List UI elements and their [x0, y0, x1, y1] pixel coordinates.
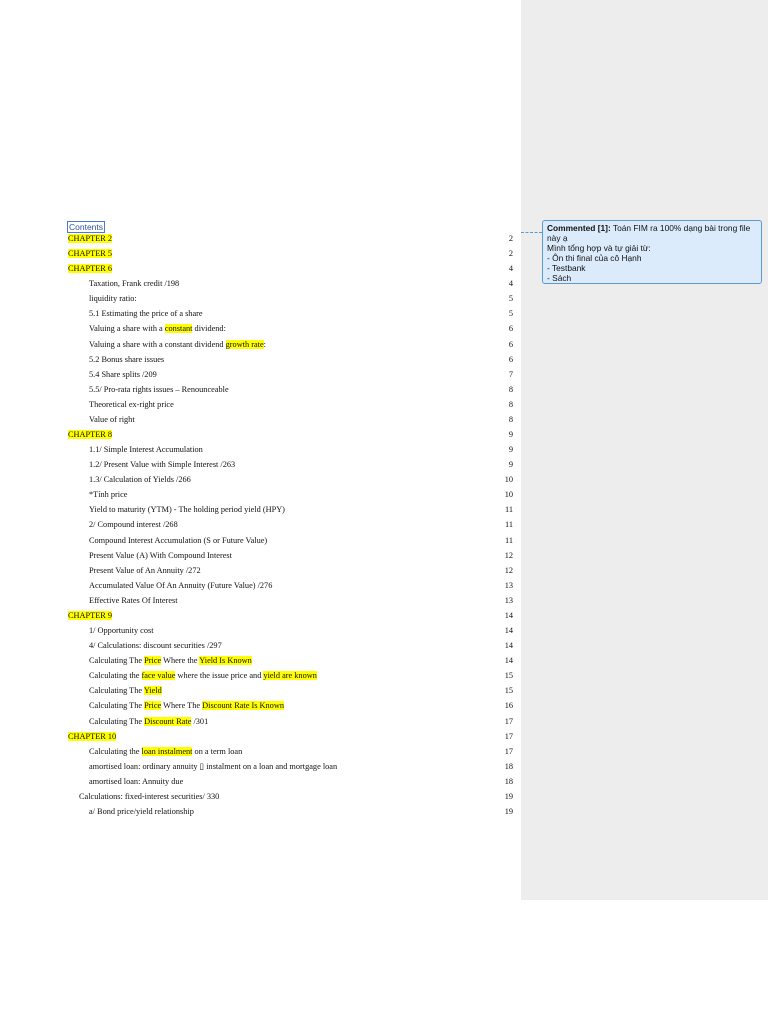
toc-entry-title [89, 306, 203, 321]
text-segment: *Tính price [89, 490, 128, 500]
text-segment: Calculating the [89, 746, 142, 756]
toc-entry[interactable] [0, 487, 521, 502]
toc-entry-title [89, 698, 284, 713]
toc-entry[interactable] [0, 502, 521, 517]
toc-page-number: 13 [504, 580, 513, 590]
toc-page-number: 14 [504, 610, 513, 620]
highlighted-text: Discount Rate Is Known [202, 701, 284, 711]
toc-entry[interactable] [0, 653, 521, 668]
toc-entry-title [89, 337, 266, 352]
toc-entry[interactable] [0, 276, 521, 291]
toc-entry-title [89, 638, 222, 653]
text-segment: Where the [161, 656, 200, 666]
toc-entry-title [68, 246, 112, 261]
toc-entry-title [89, 472, 191, 487]
text-segment: 1.2/ Present Value with Simple Interest /263 [89, 460, 236, 470]
highlighted-text: growth rate [225, 339, 264, 349]
comment-connector [521, 232, 542, 233]
toc-entry[interactable] [0, 638, 521, 653]
toc-entry[interactable] [0, 352, 521, 367]
toc-entry-title [89, 548, 232, 563]
toc-page-number: 16 [504, 701, 513, 711]
toc-page-number: 14 [504, 656, 513, 666]
toc-page-number: 9 [508, 460, 513, 470]
text-segment: 2/ Compound interest /268 [89, 520, 178, 530]
toc-entry-title [89, 367, 157, 382]
toc-entry[interactable] [0, 442, 521, 457]
highlighted-text: face value [141, 671, 176, 681]
text-segment: where the issue price and [175, 671, 264, 681]
toc-entry[interactable] [0, 261, 521, 276]
toc-entry-title [79, 789, 219, 804]
highlighted-text: CHAPTER 9 [68, 610, 113, 620]
toc-entry-title [89, 653, 252, 668]
toc-entry-title [89, 759, 337, 774]
toc-page-number: 19 [504, 791, 513, 801]
toc-page-number: 6 [508, 324, 513, 334]
text-segment: Theoretical ex-right price [89, 399, 174, 409]
toc-entry-title [89, 352, 164, 367]
toc-entry-title [68, 608, 112, 623]
text-segment: amortised loan: ordinary annuity ▯ instalment on a loan and mortgage loan [89, 761, 338, 771]
text-segment: liquidity ratio: [89, 294, 137, 304]
comment-line: Mình tổng hợp và tự giải từ: [547, 243, 651, 253]
toc-entry[interactable] [0, 608, 521, 623]
toc-page-number: 6 [508, 354, 513, 364]
toc-page-number: 12 [504, 550, 513, 560]
toc-entry[interactable] [0, 578, 521, 593]
toc-entry-title [89, 533, 267, 548]
toc-entry[interactable] [0, 804, 521, 819]
toc-entry[interactable] [0, 668, 521, 683]
toc-entry[interactable] [0, 397, 521, 412]
text-segment: amortised loan: Annuity due [89, 776, 184, 786]
toc-entry-title [89, 397, 174, 412]
toc-page-number: 11 [505, 505, 513, 515]
toc-entry[interactable] [0, 683, 521, 698]
comment-line: - Ôn thi final của cô Hạnh [547, 253, 642, 263]
toc-entry[interactable] [0, 729, 521, 744]
toc-page-number: 18 [504, 776, 513, 786]
toc-entry[interactable] [0, 714, 521, 729]
table-of-contents [0, 231, 521, 819]
toc-entry[interactable] [0, 427, 521, 442]
toc-page-number: 2 [508, 234, 513, 243]
toc-page-number: 18 [504, 761, 513, 771]
text-segment: Accumulated Value Of An Annuity (Future Value) /276 [89, 580, 273, 590]
highlighted-text: CHAPTER 10 [68, 731, 117, 741]
toc-entry-title [89, 683, 162, 698]
toc-page-number: 4 [508, 264, 513, 274]
toc-page-number: 10 [504, 490, 513, 500]
toc-entry[interactable] [0, 472, 521, 487]
toc-page-number: 8 [508, 384, 513, 394]
highlighted-text: Yield [143, 686, 162, 696]
toc-heading[interactable]: Contents [69, 222, 104, 232]
comment-line: - Testbank [547, 263, 586, 273]
text-segment: 4/ Calculations: discount securities /297 [89, 641, 222, 651]
toc-page-number: 8 [508, 399, 513, 409]
toc-entry[interactable] [0, 623, 521, 638]
toc-page-number: 17 [504, 731, 513, 741]
text-segment: Yield to maturity (YTM) - The holding period yield (HPY) [89, 505, 285, 515]
text-segment: Where The [161, 701, 203, 711]
text-segment: 5.2 Bonus share issues [89, 354, 165, 364]
highlighted-text: Price [144, 656, 162, 666]
toc-entry-title [89, 714, 208, 729]
toc-page-number: 11 [505, 520, 513, 530]
text-segment: 5.5/ Pro-rata rights issues – Renounceable [89, 384, 229, 394]
text-segment: Calculating The [89, 656, 145, 666]
toc-entry-title [89, 623, 154, 638]
toc-page-number: 7 [508, 369, 513, 379]
text-segment: dividend: [192, 324, 226, 334]
comment-text: Toán FIM ra 100% dạng bài trong file này ạ [547, 223, 751, 243]
comment-author: Commented [1]: [547, 223, 611, 233]
text-segment: Present Value of An Annuity /272 [89, 565, 201, 575]
text-segment: Effective Rates Of Interest [89, 595, 178, 605]
toc-page-number: 17 [504, 746, 513, 756]
toc-entry[interactable] [0, 698, 521, 713]
toc-page-number: 5 [508, 294, 513, 304]
toc-entry-title [89, 593, 178, 608]
toc-entry[interactable] [0, 457, 521, 472]
text-segment: Calculating The [89, 716, 145, 726]
text-segment: 5.1 Estimating the price of a share [89, 309, 203, 319]
toc-entry-title [89, 668, 317, 683]
text-segment: Calculating the [89, 671, 142, 681]
toc-page-number: 5 [508, 309, 513, 319]
toc-entry-title [89, 442, 203, 457]
toc-entry-title [89, 804, 194, 819]
text-segment: Compound Interest Accumulation (S or Future Value) [89, 535, 268, 545]
highlighted-text: CHAPTER 5 [68, 249, 113, 259]
toc-page-number: 12 [504, 565, 513, 575]
toc-page-number: 15 [504, 671, 513, 681]
toc-entry-title [89, 744, 242, 759]
toc-page-number: 13 [504, 595, 513, 605]
text-segment: 1/ Opportunity cost [89, 626, 154, 636]
text-segment: Valuing a share with a [89, 324, 165, 334]
toc-page-number: 2 [508, 249, 513, 259]
highlighted-text: CHAPTER 2 [68, 234, 113, 243]
toc-entry[interactable] [0, 321, 521, 336]
toc-page-number: 9 [508, 445, 513, 455]
toc-entry[interactable] [0, 759, 521, 774]
toc-page-number: 4 [508, 279, 513, 289]
toc-page-number: 19 [504, 806, 513, 816]
toc-entry-title [68, 427, 112, 442]
text-segment: /301 [191, 716, 209, 726]
toc-entry[interactable] [0, 563, 521, 578]
highlighted-text: loan instalment [141, 746, 193, 756]
highlighted-text: constant [164, 324, 193, 334]
text-segment: Value of right [89, 414, 135, 424]
toc-page-number: 17 [504, 716, 513, 726]
text-segment: a/ Bond price/yield relationship [89, 806, 194, 816]
toc-entry-title [68, 231, 112, 246]
toc-entry-title [89, 291, 137, 306]
toc-entry-title [89, 487, 127, 502]
text-segment: Present Value (A) With Compound Interest [89, 550, 232, 560]
text-segment: Calculating The [89, 686, 144, 696]
text-segment: Taxation, Frank credit /198 [89, 279, 180, 289]
toc-entry-title [89, 563, 201, 578]
toc-entry[interactable] [0, 231, 521, 246]
highlighted-text: CHAPTER 8 [68, 430, 113, 440]
text-segment: 1.3/ Calculation of Yields /266 [89, 475, 191, 485]
comment-pane [521, 0, 768, 900]
toc-entry[interactable] [0, 412, 521, 427]
toc-entry-title [89, 517, 178, 532]
text-segment: Calculating The [89, 701, 145, 711]
toc-entry-title [89, 321, 226, 336]
text-segment: Valuing a share with a constant dividend [89, 339, 226, 349]
toc-entry[interactable] [0, 382, 521, 397]
toc-page-number: 14 [504, 626, 513, 636]
toc-entry[interactable] [0, 548, 521, 563]
comment-balloon[interactable] [542, 220, 762, 284]
highlighted-text: CHAPTER 6 [68, 264, 113, 274]
toc-page-number: 9 [508, 430, 513, 440]
toc-entry-title [89, 502, 285, 517]
toc-entry-title [89, 276, 179, 291]
text-segment: on a term loan [192, 746, 243, 756]
toc-entry[interactable] [0, 774, 521, 789]
toc-entry-title [89, 457, 235, 472]
toc-entry[interactable] [0, 337, 521, 352]
highlighted-text: Yield Is Known [199, 656, 252, 666]
toc-entry[interactable] [0, 593, 521, 608]
toc-entry-title [89, 578, 272, 593]
toc-page-number: 8 [508, 414, 513, 424]
toc-entry-title [68, 729, 116, 744]
toc-entry-title [68, 261, 112, 276]
toc-page-number: 15 [504, 686, 513, 696]
toc-page-number: 11 [505, 535, 513, 545]
highlighted-text: Discount Rate [144, 716, 192, 726]
text-segment: 1.1/ Simple Interest Accumulation [89, 445, 203, 455]
toc-entry[interactable] [0, 789, 521, 804]
toc-entry[interactable] [0, 744, 521, 759]
text-segment: Calculations: fixed-interest securities/ 330 [79, 791, 220, 801]
highlighted-text: yield are known [263, 671, 317, 681]
toc-page-number: 10 [504, 475, 513, 485]
toc-entry[interactable] [0, 533, 521, 548]
toc-entry[interactable] [0, 517, 521, 532]
toc-entry[interactable] [0, 306, 521, 321]
toc-entry[interactable] [0, 291, 521, 306]
toc-entry[interactable] [0, 246, 521, 261]
toc-entry[interactable] [0, 367, 521, 382]
text-segment: 5.4 Share splits /209 [89, 369, 157, 379]
highlighted-text: Price [144, 701, 162, 711]
toc-entry-title [89, 412, 135, 427]
toc-entry-title [89, 382, 229, 397]
toc-page-number: 14 [504, 641, 513, 651]
toc-entry-title [89, 774, 183, 789]
comment-line: - Sách [547, 273, 572, 283]
comment-header [547, 223, 757, 243]
text-segment: : [263, 339, 266, 349]
toc-page-number: 6 [508, 339, 513, 349]
